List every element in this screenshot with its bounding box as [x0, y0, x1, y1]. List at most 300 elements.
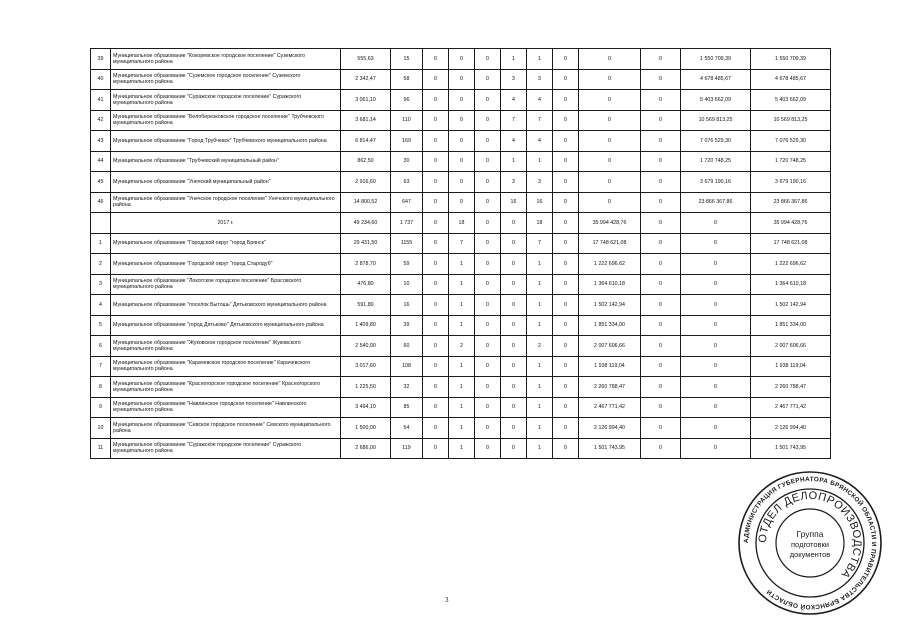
sum-regional-cell: 0: [641, 254, 681, 275]
sum-total-cell: 1 851 334,00: [751, 315, 831, 336]
row-number-cell: 39: [91, 49, 111, 70]
sum-federal-cell: 1 851 334,00: [579, 315, 641, 336]
sum-regional-cell: 0: [641, 49, 681, 70]
col-count-1-cell: 0: [423, 274, 449, 295]
residents-count-cell: 110: [391, 110, 423, 131]
col-count-3-cell: 0: [475, 90, 501, 111]
table-row: [91, 336, 831, 357]
col-count-6-cell: 0: [553, 356, 579, 377]
col-count-5-cell: 18: [527, 213, 553, 234]
sum-total-cell: 1 550 709,39: [751, 49, 831, 70]
table-total-row: [91, 213, 831, 234]
sum-local-cell: 5 403 662,09: [681, 90, 751, 111]
col-count-2-cell: 0: [449, 69, 475, 90]
sum-total-cell: 10 569 813,25: [751, 110, 831, 131]
col-count-4-cell: 0: [501, 254, 527, 275]
col-count-1-cell: 0: [423, 397, 449, 418]
col-count-6-cell: 0: [553, 315, 579, 336]
sum-total-cell: 2 260 788,47: [751, 377, 831, 398]
municipality-name-cell: Муниципальное образование "Красногорское городское поселение" Красногорского муниципального района: [111, 377, 341, 398]
area-sqm-cell: 2 686,00: [341, 438, 391, 459]
col-count-6-cell: 0: [553, 336, 579, 357]
col-count-1-cell: 0: [423, 172, 449, 193]
sum-local-cell: 0: [681, 315, 751, 336]
col-count-5-cell: 4: [527, 90, 553, 111]
table-row: [91, 172, 831, 193]
col-count-3-cell: 0: [475, 69, 501, 90]
municipality-name-cell: Муниципальное образование "Севское городское поселение" Севского муниципального района: [111, 418, 341, 439]
stamp-outer-text: АДМИНИСТРАЦИЯ ГУБЕРНАТОРА БРЯНСКОЙ ОБЛАСТИ И ПРАВИТЕЛЬСТВА БРЯНСКОЙ ОБЛАСТИ: [742, 475, 878, 611]
row-number-cell: 7: [91, 356, 111, 377]
row-number-cell: 9: [91, 397, 111, 418]
residents-count-cell: 10: [391, 274, 423, 295]
col-count-2-cell: 0: [449, 192, 475, 213]
area-sqm-cell: 476,80: [341, 274, 391, 295]
municipality-name-cell: Муниципальное образование "Городской округ "город Стародуб": [111, 254, 341, 275]
municipality-name-cell: Муниципальное образование "Локотское городское поселение" Брасовского муниципального района: [111, 274, 341, 295]
col-count-3-cell: 0: [475, 315, 501, 336]
col-count-1-cell: 0: [423, 151, 449, 172]
residents-count-cell: 63: [391, 172, 423, 193]
area-sqm-cell: 555,63: [341, 49, 391, 70]
municipality-name-cell: Муниципальное образование "Кокоревское городское поселение" Суземского муниципального района: [111, 49, 341, 70]
area-sqm-cell: 1 225,50: [341, 377, 391, 398]
area-sqm-cell: 1 409,80: [341, 315, 391, 336]
table-row: [91, 295, 831, 316]
col-count-3-cell: 0: [475, 356, 501, 377]
sum-federal-cell: 2 126 994,40: [579, 418, 641, 439]
col-count-4-cell: 1: [501, 49, 527, 70]
area-sqm-cell: 2 342,47: [341, 69, 391, 90]
table-row: [91, 192, 831, 213]
col-count-1-cell: 0: [423, 377, 449, 398]
col-count-1-cell: 0: [423, 90, 449, 111]
residents-count-cell: 58: [391, 69, 423, 90]
col-count-5-cell: 1: [527, 254, 553, 275]
col-count-3-cell: 0: [475, 151, 501, 172]
sum-federal-cell: 0: [579, 69, 641, 90]
sum-regional-cell: 0: [641, 356, 681, 377]
col-count-4-cell: 3: [501, 69, 527, 90]
table-row: [91, 49, 831, 70]
residents-count-cell: 59: [391, 254, 423, 275]
area-sqm-cell: 862,50: [341, 151, 391, 172]
col-count-3-cell: 0: [475, 131, 501, 152]
col-count-5-cell: 2: [527, 336, 553, 357]
area-sqm-cell: 2 916,60: [341, 172, 391, 193]
col-count-5-cell: 1: [527, 438, 553, 459]
col-count-5-cell: 1: [527, 295, 553, 316]
stamp-seal-graphic: [735, 468, 885, 618]
col-count-6-cell: 0: [553, 69, 579, 90]
sum-local-cell: 3 679 190,16: [681, 172, 751, 193]
col-count-2-cell: 18: [449, 213, 475, 234]
sum-local-cell: 0: [681, 377, 751, 398]
col-count-4-cell: 7: [501, 110, 527, 131]
row-number-cell: [91, 213, 111, 234]
col-count-3-cell: 0: [475, 336, 501, 357]
sum-federal-cell: 0: [579, 172, 641, 193]
col-count-2-cell: 0: [449, 172, 475, 193]
col-count-2-cell: 1: [449, 397, 475, 418]
sum-local-cell: 1 720 748,25: [681, 151, 751, 172]
col-count-4-cell: 0: [501, 356, 527, 377]
sum-federal-cell: 1 501 743,95: [579, 438, 641, 459]
sum-regional-cell: 0: [641, 377, 681, 398]
sum-federal-cell: 1 364 610,18: [579, 274, 641, 295]
area-sqm-cell: 1 500,00: [341, 418, 391, 439]
row-number-cell: 45: [91, 172, 111, 193]
col-count-1-cell: 0: [423, 213, 449, 234]
table-row: [91, 438, 831, 459]
table-row: [91, 90, 831, 111]
row-number-cell: 4: [91, 295, 111, 316]
col-count-6-cell: 0: [553, 192, 579, 213]
municipality-name-cell: Муниципальное образование "Городской округ "город Брянск": [111, 233, 341, 254]
sum-local-cell: 0: [681, 397, 751, 418]
area-sqm-cell: 6 814,47: [341, 131, 391, 152]
col-count-5-cell: 1: [527, 397, 553, 418]
sum-federal-cell: 0: [579, 131, 641, 152]
col-count-3-cell: 0: [475, 438, 501, 459]
col-count-4-cell: 0: [501, 377, 527, 398]
sum-federal-cell: 1 502 142,94: [579, 295, 641, 316]
row-number-cell: 3: [91, 274, 111, 295]
municipality-name-cell: Муниципальное образование "Город Трубчевск" Трубчевского муниципального района: [111, 131, 341, 152]
table-row: [91, 151, 831, 172]
col-count-3-cell: 0: [475, 274, 501, 295]
col-count-6-cell: 0: [553, 131, 579, 152]
col-count-4-cell: 4: [501, 90, 527, 111]
row-number-cell: 5: [91, 315, 111, 336]
area-sqm-cell: 3 494,10: [341, 397, 391, 418]
row-number-cell: 40: [91, 69, 111, 90]
col-count-6-cell: 0: [553, 110, 579, 131]
sum-regional-cell: 0: [641, 90, 681, 111]
col-count-6-cell: 0: [553, 90, 579, 111]
sum-total-cell: 7 076 529,30: [751, 131, 831, 152]
municipality-name-cell: Муниципальное образование "Суражское городское поселение" Суражского муниципального района: [111, 438, 341, 459]
row-number-cell: 1: [91, 233, 111, 254]
col-count-6-cell: 0: [553, 151, 579, 172]
col-count-6-cell: 0: [553, 438, 579, 459]
col-count-5-cell: 1: [527, 151, 553, 172]
municipality-name-cell: Муниципальное образование "Трубчевский муниципальный район": [111, 151, 341, 172]
sum-local-cell: 0: [681, 356, 751, 377]
row-number-cell: 42: [91, 110, 111, 131]
municipality-name-cell: Муниципальное образование "поселок Бытошь" Дятьковского муниципального района: [111, 295, 341, 316]
sum-federal-cell: 35 994 428,76: [579, 213, 641, 234]
table-row: [91, 233, 831, 254]
stamp-center-line3: документов: [789, 550, 831, 559]
sum-total-cell: 1 222 696,62: [751, 254, 831, 275]
municipality-name-cell: Муниципальное образование "Унечское городское поселение" Унечского муниципального района: [111, 192, 341, 213]
stamp-center-line1: Группа: [796, 529, 824, 539]
table-row: [91, 377, 831, 398]
area-sqm-cell: 3 061,10: [341, 90, 391, 111]
sum-total-cell: 35 994 428,76: [751, 213, 831, 234]
sum-local-cell: 0: [681, 336, 751, 357]
page-number: 3: [445, 596, 449, 604]
col-count-6-cell: 0: [553, 295, 579, 316]
col-count-5-cell: 1: [527, 377, 553, 398]
col-count-6-cell: 0: [553, 172, 579, 193]
sum-federal-cell: 0: [579, 151, 641, 172]
sum-total-cell: 17 748 621,08: [751, 233, 831, 254]
col-count-5-cell: 1: [527, 356, 553, 377]
col-count-5-cell: 16: [527, 192, 553, 213]
table-row: [91, 274, 831, 295]
col-count-3-cell: 0: [475, 213, 501, 234]
col-count-4-cell: 0: [501, 418, 527, 439]
col-count-6-cell: 0: [553, 274, 579, 295]
col-count-6-cell: 0: [553, 397, 579, 418]
sum-total-cell: 5 403 662,09: [751, 90, 831, 111]
col-count-4-cell: 0: [501, 315, 527, 336]
table-row: [91, 131, 831, 152]
col-count-2-cell: 1: [449, 377, 475, 398]
col-count-6-cell: 0: [553, 213, 579, 234]
col-count-2-cell: 0: [449, 90, 475, 111]
col-count-1-cell: 0: [423, 315, 449, 336]
col-count-1-cell: 0: [423, 356, 449, 377]
residents-count-cell: 60: [391, 336, 423, 357]
sum-federal-cell: 17 748 621,08: [579, 233, 641, 254]
col-count-5-cell: 7: [527, 110, 553, 131]
col-count-1-cell: 0: [423, 69, 449, 90]
sum-regional-cell: 0: [641, 131, 681, 152]
col-count-1-cell: 0: [423, 336, 449, 357]
sum-total-cell: 1 720 748,25: [751, 151, 831, 172]
sum-federal-cell: 2 260 788,47: [579, 377, 641, 398]
sum-total-cell: 1 938 119,04: [751, 356, 831, 377]
col-count-2-cell: 1: [449, 356, 475, 377]
row-number-cell: 2: [91, 254, 111, 275]
col-count-2-cell: 1: [449, 315, 475, 336]
col-count-1-cell: 0: [423, 49, 449, 70]
area-sqm-cell: 3 681,14: [341, 110, 391, 131]
municipality-name-cell: Муниципальное образование "Белоберезковское городское поселение" Трубчевского муниципального района: [111, 110, 341, 131]
col-count-4-cell: 0: [501, 438, 527, 459]
sum-regional-cell: 0: [641, 295, 681, 316]
municipality-name-cell: Муниципальное образование "Унечский муниципальный район": [111, 172, 341, 193]
sum-regional-cell: 0: [641, 172, 681, 193]
sum-regional-cell: 0: [641, 233, 681, 254]
col-count-4-cell: 0: [501, 233, 527, 254]
col-count-4-cell: 4: [501, 131, 527, 152]
area-sqm-cell: 14 800,52: [341, 192, 391, 213]
area-sqm-cell: 29 431,50: [341, 233, 391, 254]
col-count-5-cell: 7: [527, 233, 553, 254]
col-count-4-cell: 0: [501, 295, 527, 316]
sum-federal-cell: 2 007 606,66: [579, 336, 641, 357]
sum-total-cell: 23 866 367,86: [751, 192, 831, 213]
col-count-6-cell: 0: [553, 418, 579, 439]
sum-local-cell: 0: [681, 438, 751, 459]
housing-program-table: [90, 48, 831, 459]
municipality-name-cell: Муниципальное образование "Навлинское городское поселение" Навлинского муниципального района: [111, 397, 341, 418]
col-count-2-cell: 0: [449, 49, 475, 70]
area-sqm-cell: 2 878,70: [341, 254, 391, 275]
col-count-3-cell: 0: [475, 49, 501, 70]
residents-count-cell: 108: [391, 356, 423, 377]
col-count-3-cell: 0: [475, 254, 501, 275]
table-row: [91, 254, 831, 275]
stamp-ring-text: ОТДЕЛ ДЕЛОПРОИЗВОДСТВА: [756, 489, 864, 581]
row-number-cell: 8: [91, 377, 111, 398]
sum-federal-cell: 1 222 696,62: [579, 254, 641, 275]
col-count-3-cell: 0: [475, 397, 501, 418]
sum-total-cell: 4 678 485,67: [751, 69, 831, 90]
col-count-1-cell: 0: [423, 254, 449, 275]
col-count-5-cell: 1: [527, 274, 553, 295]
sum-regional-cell: 0: [641, 192, 681, 213]
col-count-6-cell: 0: [553, 254, 579, 275]
sum-total-cell: 3 679 190,16: [751, 172, 831, 193]
row-number-cell: 44: [91, 151, 111, 172]
sum-federal-cell: 0: [579, 110, 641, 131]
residents-count-cell: 30: [391, 151, 423, 172]
col-count-2-cell: 0: [449, 131, 475, 152]
col-count-3-cell: 0: [475, 295, 501, 316]
residents-count-cell: 647: [391, 192, 423, 213]
row-number-cell: 11: [91, 438, 111, 459]
col-count-1-cell: 0: [423, 131, 449, 152]
sum-local-cell: 0: [681, 274, 751, 295]
sum-federal-cell: 1 938 119,04: [579, 356, 641, 377]
sum-regional-cell: 0: [641, 397, 681, 418]
sum-regional-cell: 0: [641, 274, 681, 295]
col-count-2-cell: 0: [449, 110, 475, 131]
col-count-3-cell: 0: [475, 233, 501, 254]
col-count-5-cell: 3: [527, 172, 553, 193]
col-count-1-cell: 0: [423, 418, 449, 439]
table-row: [91, 356, 831, 377]
col-count-5-cell: 1: [527, 49, 553, 70]
sum-total-cell: 2 126 994,40: [751, 418, 831, 439]
col-count-2-cell: 7: [449, 233, 475, 254]
col-count-5-cell: 3: [527, 69, 553, 90]
col-count-2-cell: 1: [449, 274, 475, 295]
col-count-3-cell: 0: [475, 377, 501, 398]
sum-federal-cell: 0: [579, 192, 641, 213]
col-count-4-cell: 1: [501, 151, 527, 172]
col-count-4-cell: 16: [501, 192, 527, 213]
col-count-6-cell: 0: [553, 49, 579, 70]
col-count-2-cell: 1: [449, 418, 475, 439]
municipality-name-cell: Муниципальное образование "Жуковское городское поселение" Жуковского муниципального района: [111, 336, 341, 357]
residents-count-cell: 54: [391, 418, 423, 439]
sum-regional-cell: 0: [641, 151, 681, 172]
residents-count-cell: 16: [391, 295, 423, 316]
sum-regional-cell: 0: [641, 110, 681, 131]
col-count-1-cell: 0: [423, 192, 449, 213]
residents-count-cell: 169: [391, 131, 423, 152]
residents-count-cell: 85: [391, 397, 423, 418]
col-count-1-cell: 0: [423, 233, 449, 254]
residents-count-cell: 96: [391, 90, 423, 111]
col-count-5-cell: 1: [527, 418, 553, 439]
table-row: [91, 110, 831, 131]
area-sqm-cell: 591,80: [341, 295, 391, 316]
row-number-cell: 10: [91, 418, 111, 439]
sum-local-cell: 4 678 485,67: [681, 69, 751, 90]
col-count-2-cell: 1: [449, 254, 475, 275]
row-number-cell: 46: [91, 192, 111, 213]
row-number-cell: 6: [91, 336, 111, 357]
sum-total-cell: 2 007 606,66: [751, 336, 831, 357]
sum-local-cell: 1 550 709,39: [681, 49, 751, 70]
col-count-6-cell: 0: [553, 377, 579, 398]
col-count-4-cell: 0: [501, 397, 527, 418]
sum-regional-cell: 0: [641, 336, 681, 357]
municipality-name-cell: 2017 г.: [111, 213, 341, 234]
sum-local-cell: 0: [681, 254, 751, 275]
col-count-3-cell: 0: [475, 192, 501, 213]
col-count-5-cell: 4: [527, 131, 553, 152]
sum-regional-cell: 0: [641, 213, 681, 234]
col-count-6-cell: 0: [553, 233, 579, 254]
residents-count-cell: 119: [391, 438, 423, 459]
col-count-3-cell: 0: [475, 418, 501, 439]
sum-federal-cell: 0: [579, 90, 641, 111]
col-count-5-cell: 1: [527, 315, 553, 336]
residents-count-cell: 1 737: [391, 213, 423, 234]
sum-total-cell: 1 364 610,18: [751, 274, 831, 295]
sum-local-cell: 23 866 367,86: [681, 192, 751, 213]
municipality-name-cell: Муниципальное образование "Карачевское городское поселение" Карачевского муниципального района: [111, 356, 341, 377]
col-count-3-cell: 0: [475, 110, 501, 131]
residents-count-cell: 32: [391, 377, 423, 398]
stamp-center-line2: подготовки: [791, 540, 829, 549]
col-count-2-cell: 2: [449, 336, 475, 357]
col-count-4-cell: 0: [501, 336, 527, 357]
table-body: [91, 49, 831, 459]
sum-regional-cell: 0: [641, 418, 681, 439]
row-number-cell: 43: [91, 131, 111, 152]
row-number-cell: 41: [91, 90, 111, 111]
col-count-4-cell: 3: [501, 172, 527, 193]
table-row: [91, 315, 831, 336]
official-stamp: [735, 468, 885, 618]
residents-count-cell: 39: [391, 315, 423, 336]
residents-count-cell: 1155: [391, 233, 423, 254]
col-count-2-cell: 1: [449, 295, 475, 316]
municipality-name-cell: Муниципальное образование "город Дятьково" Дятьковского муниципального района: [111, 315, 341, 336]
col-count-1-cell: 0: [423, 110, 449, 131]
col-count-4-cell: 0: [501, 213, 527, 234]
sum-local-cell: 0: [681, 233, 751, 254]
table-row: [91, 69, 831, 90]
sum-local-cell: 0: [681, 418, 751, 439]
municipality-name-cell: Муниципальное образование "Суражское городское поселение" Суражского муниципального района: [111, 90, 341, 111]
sum-total-cell: 1 502 142,94: [751, 295, 831, 316]
sum-local-cell: 7 076 529,30: [681, 131, 751, 152]
sum-regional-cell: 0: [641, 69, 681, 90]
sum-regional-cell: 0: [641, 438, 681, 459]
area-sqm-cell: 3 017,60: [341, 356, 391, 377]
col-count-4-cell: 0: [501, 274, 527, 295]
sum-local-cell: 10 569 813,25: [681, 110, 751, 131]
sum-local-cell: 0: [681, 295, 751, 316]
municipality-name-cell: Муниципальное образование "Суземское городское поселение" Суземского муниципального района: [111, 69, 341, 90]
col-count-1-cell: 0: [423, 295, 449, 316]
sum-regional-cell: 0: [641, 315, 681, 336]
col-count-2-cell: 1: [449, 438, 475, 459]
table-row: [91, 418, 831, 439]
residents-count-cell: 15: [391, 49, 423, 70]
sum-local-cell: 0: [681, 213, 751, 234]
